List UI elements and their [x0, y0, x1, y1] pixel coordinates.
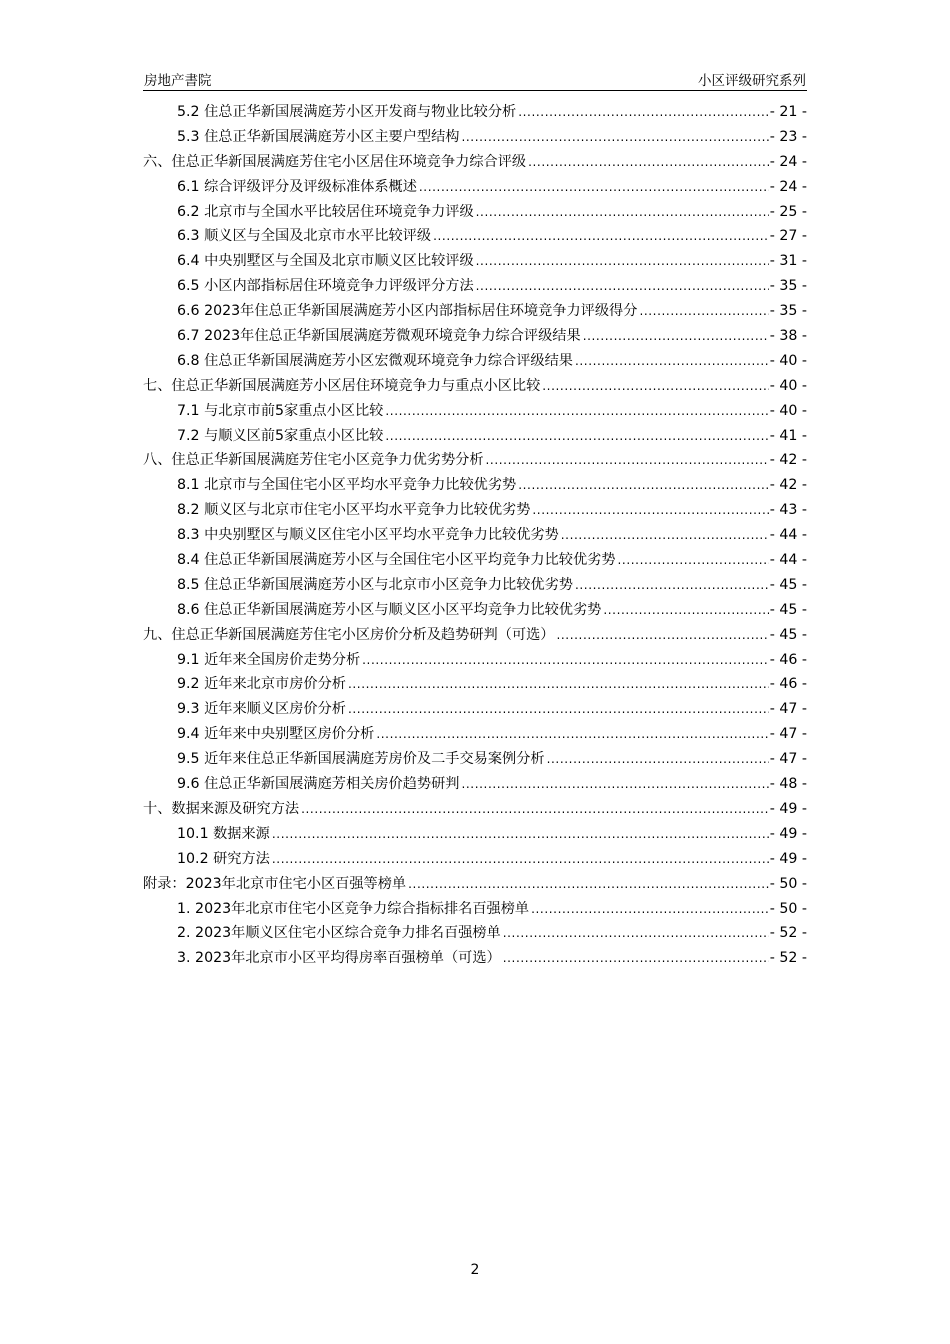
toc-leader-dots — [348, 697, 769, 722]
toc-section-entry[interactable] — [143, 648, 807, 673]
toc-section-entry[interactable] — [143, 722, 807, 747]
toc-section-entry[interactable] — [143, 822, 807, 847]
toc-leader-dots — [531, 897, 769, 922]
toc-leader-dots — [503, 921, 769, 946]
toc-section-entry[interactable] — [143, 100, 807, 125]
toc-entry-title: 2. 2023年顺义区住宅小区综合竞争力排名百强榜单 — [177, 925, 501, 942]
toc-entry-page: - 49 - — [769, 825, 807, 842]
toc-entry-page: - 48 - — [769, 776, 807, 793]
toc-entry-title: 6.1 综合评级评分及评级标准体系概述 — [177, 178, 417, 195]
toc-chapter-entry[interactable] — [143, 797, 807, 822]
toc-entry-title: 9.5 近年来住总正华新国展满庭芳房价及二手交易案例分析 — [177, 751, 545, 768]
toc-section-entry[interactable] — [143, 946, 807, 971]
toc-section-entry[interactable] — [143, 224, 807, 249]
toc-leader-dots — [639, 299, 768, 324]
toc-section-entry[interactable] — [143, 125, 807, 150]
toc-leader-dots — [575, 573, 769, 598]
toc-entry-page: - 47 - — [769, 751, 807, 768]
toc-entry-page: - 50 - — [769, 875, 807, 892]
toc-entry-page: - 46 - — [769, 651, 807, 668]
toc-entry-page: - 35 - — [769, 278, 807, 295]
toc-entry-page: - 40 - — [769, 352, 807, 369]
toc-entry-page: - 40 - — [769, 377, 807, 394]
toc-entry-title: 6.2 北京市与全国水平比较居住环境竞争力评级 — [177, 203, 474, 220]
toc-entry-title: 六、住总正华新国展满庭芳住宅小区居住环境竞争力综合评级 — [143, 153, 527, 170]
toc-section-entry[interactable] — [143, 897, 807, 922]
header-series-title: 小区评级研究系列 — [698, 73, 806, 89]
toc-section-entry[interactable] — [143, 200, 807, 225]
toc-entry-page: - 41 - — [769, 427, 807, 444]
toc-section-entry[interactable] — [143, 772, 807, 797]
toc-section-entry[interactable] — [143, 548, 807, 573]
toc-leader-dots — [461, 772, 768, 797]
toc-entry-page: - 45 - — [769, 576, 807, 593]
toc-entry-title: 7.2 与顺义区前5家重点小区比较 — [177, 427, 384, 444]
toc-entry-title: 8.1 北京市与全国住宅小区平均水平竞争力比较优劣势 — [177, 477, 517, 494]
toc-entry-title: 9.2 近年来北京市房价分析 — [177, 676, 346, 693]
toc-entry-page: - 44 - — [769, 552, 807, 569]
toc-leader-dots — [575, 349, 769, 374]
toc-leader-dots — [476, 249, 769, 274]
toc-entry-title: 8.3 中央别墅区与顺义区住宅小区平均水平竞争力比较优劣势 — [177, 527, 559, 544]
toc-chapter-entry[interactable] — [143, 872, 807, 897]
toc-entry-page: - 40 - — [769, 402, 807, 419]
toc-entry-page: - 46 - — [769, 676, 807, 693]
toc-section-entry[interactable] — [143, 249, 807, 274]
toc-entry-title: 9.1 近年来全国房价走势分析 — [177, 651, 361, 668]
toc-entry-title: 1. 2023年北京市住宅小区竞争力综合指标排名百强榜单 — [177, 900, 530, 917]
toc-entry-page: - 38 - — [769, 328, 807, 345]
toc-section-entry[interactable] — [143, 498, 807, 523]
toc-section-entry[interactable] — [143, 274, 807, 299]
toc-leader-dots — [556, 623, 768, 648]
toc-entry-page: - 43 - — [769, 502, 807, 519]
toc-section-entry[interactable] — [143, 399, 807, 424]
toc-entry-page: - 49 - — [769, 850, 807, 867]
toc-entry-page: - 24 - — [769, 153, 807, 170]
toc-section-entry[interactable] — [143, 672, 807, 697]
toc-leader-dots — [461, 125, 768, 150]
toc-leader-dots — [433, 224, 769, 249]
toc-entry-page: - 52 - — [769, 925, 807, 942]
toc-leader-dots — [348, 672, 769, 697]
toc-entry-title: 8.6 住总正华新国展满庭芳小区与顺义区小区平均竞争力比较优劣势 — [177, 601, 602, 618]
toc-leader-dots — [419, 175, 769, 200]
toc-leader-dots — [518, 100, 768, 125]
toc-section-entry[interactable] — [143, 573, 807, 598]
toc-entry-title: 9.4 近年来中央别墅区房价分析 — [177, 726, 375, 743]
toc-entry-title: 6.4 中央别墅区与全国及北京市顺义区比较评级 — [177, 253, 474, 270]
toc-leader-dots — [272, 822, 769, 847]
toc-entry-title: 8.4 住总正华新国展满庭芳小区与全国住宅小区平均竞争力比较优劣势 — [177, 552, 616, 569]
toc-entry-page: - 47 - — [769, 701, 807, 718]
toc-section-entry[interactable] — [143, 175, 807, 200]
toc-leader-dots — [618, 548, 769, 573]
toc-section-entry[interactable] — [143, 921, 807, 946]
toc-leader-dots — [518, 473, 768, 498]
toc-entry-page: - 45 - — [769, 601, 807, 618]
toc-leader-dots — [528, 150, 769, 175]
toc-entry-page: - 35 - — [769, 303, 807, 320]
toc-leader-dots — [532, 498, 768, 523]
toc-leader-dots — [561, 523, 769, 548]
toc-leader-dots — [362, 648, 769, 673]
toc-chapter-entry[interactable] — [143, 448, 807, 473]
page-number: 2 — [470, 1262, 480, 1278]
page-header — [143, 66, 807, 91]
toc-entry-page: - 42 - — [769, 452, 807, 469]
toc-entry-title: 十、数据来源及研究方法 — [143, 800, 300, 817]
toc-entry-title: 5.2 住总正华新国展满庭芳小区开发商与物业比较分析 — [177, 104, 517, 120]
toc-section-entry[interactable] — [143, 747, 807, 772]
toc-entry-page: - 23 - — [769, 128, 807, 145]
toc-entry-title: 6.6 2023年住总正华新国展满庭芳小区内部指标居住环境竞争力评级得分 — [177, 303, 638, 320]
toc-entry-page: - 44 - — [769, 527, 807, 544]
toc-entry-title: 6.7 2023年住总正华新国展满庭芳微观环境竞争力综合评级结果 — [177, 328, 581, 345]
toc-leader-dots — [385, 399, 768, 424]
toc-section-entry[interactable] — [143, 424, 807, 449]
toc-section-entry[interactable] — [143, 523, 807, 548]
toc-entry-page: - 42 - — [769, 477, 807, 494]
toc-chapter-entry[interactable] — [143, 623, 807, 648]
toc-entry-title: 8.5 住总正华新国展满庭芳小区与北京市小区竞争力比较优劣势 — [177, 576, 573, 593]
toc-entry-title: 5.3 住总正华新国展满庭芳小区主要户型结构 — [177, 128, 460, 145]
toc-leader-dots — [376, 722, 768, 747]
toc-entry-page: - 47 - — [769, 726, 807, 743]
toc-section-entry[interactable] — [143, 349, 807, 374]
toc-section-entry[interactable] — [143, 473, 807, 498]
toc-section-entry[interactable] — [143, 598, 807, 623]
toc-entry-title: 10.2 研究方法 — [177, 850, 270, 867]
toc-section-entry[interactable] — [143, 697, 807, 722]
toc-entry-page: - 21 - — [769, 104, 807, 120]
toc-entry-page: - 45 - — [769, 626, 807, 643]
toc-entry-page: - 31 - — [769, 253, 807, 270]
toc-section-entry[interactable] — [143, 299, 807, 324]
toc-entry-title: 八、住总正华新国展满庭芳住宅小区竞争力优劣势分析 — [143, 452, 484, 469]
toc-entry-page: - 25 - — [769, 203, 807, 220]
toc-entry-page: - 27 - — [769, 228, 807, 245]
toc-section-entry[interactable] — [143, 847, 807, 872]
toc-section-entry[interactable] — [143, 324, 807, 349]
toc-entry-title: 8.2 顺义区与北京市住宅小区平均水平竞争力比较优劣势 — [177, 502, 531, 519]
toc-entry-title: 6.3 顺义区与全国及北京市水平比较评级 — [177, 228, 432, 245]
toc-leader-dots — [542, 374, 768, 399]
toc-leader-dots — [272, 847, 769, 872]
toc-entry-page: - 50 - — [769, 900, 807, 917]
toc-entry-title: 6.8 住总正华新国展满庭芳小区宏微观环境竞争力综合评级结果 — [177, 352, 573, 369]
toc-leader-dots — [301, 797, 769, 822]
toc-entry-title: 7.1 与北京市前5家重点小区比较 — [177, 402, 384, 419]
toc-entry-title: 9.6 住总正华新国展满庭芳相关房价趋势研判 — [177, 776, 460, 793]
toc-leader-dots — [408, 872, 769, 897]
toc-leader-dots — [486, 448, 769, 473]
toc-leader-dots — [476, 200, 769, 225]
header-publisher: 房地产書院 — [144, 73, 212, 89]
toc-entry-title: 9.3 近年来顺义区房价分析 — [177, 701, 346, 718]
toc-entry-title: 七、住总正华新国展满庭芳小区居住环境竞争力与重点小区比较 — [143, 377, 541, 394]
toc-leader-dots — [385, 424, 768, 449]
toc-leader-dots — [547, 747, 769, 772]
toc-entry-title: 附录：2023年北京市住宅小区百强等榜单 — [143, 875, 407, 892]
toc-entry-title: 6.5 小区内部指标居住环境竞争力评级评分方法 — [177, 278, 474, 295]
toc-leader-dots — [476, 274, 769, 299]
toc-leader-dots — [603, 598, 768, 623]
toc-entry-page: - 24 - — [769, 178, 807, 195]
table-of-contents — [143, 100, 807, 971]
toc-leader-dots — [583, 324, 769, 349]
toc-entry-page: - 52 - — [769, 950, 807, 967]
toc-entry-page: - 49 - — [769, 800, 807, 817]
toc-entry-title: 10.1 数据来源 — [177, 825, 270, 842]
toc-entry-title: 3. 2023年北京市小区平均得房率百强榜单（可选） — [177, 950, 501, 967]
toc-entry-title: 九、住总正华新国展满庭芳住宅小区房价分析及趋势研判（可选） — [143, 626, 555, 643]
toc-chapter-entry[interactable] — [143, 374, 807, 399]
toc-chapter-entry[interactable] — [143, 150, 807, 175]
toc-leader-dots — [503, 946, 769, 971]
